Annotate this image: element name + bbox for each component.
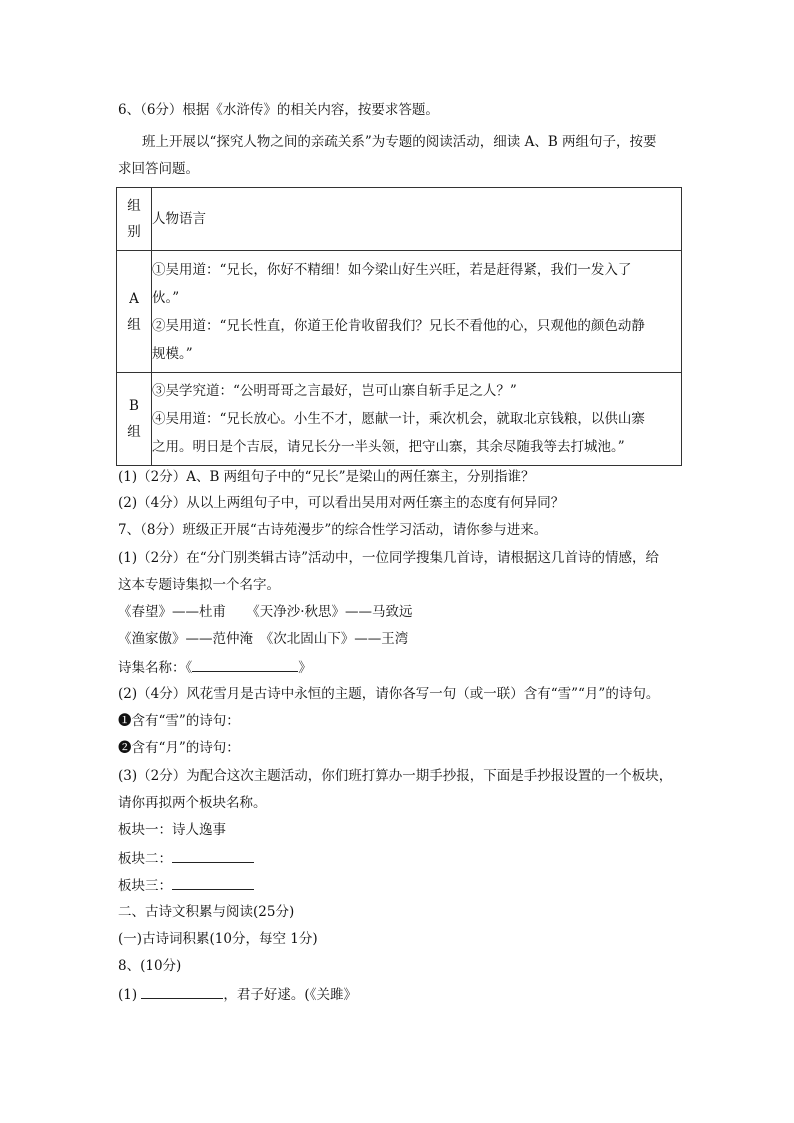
q7-sub2: (2)（4分）风花雪月是古诗中永恒的主题，请你各写一句（或一联）含有“雪”“月”的诗句。: [118, 686, 660, 702]
section2-part1: (一)古诗词积累(10分，每空 1分): [118, 931, 318, 947]
quote-2-line2: 规模。”: [152, 345, 193, 362]
group-a-cell: [117, 251, 152, 373]
group-b-char: 组: [127, 424, 141, 440]
group-a-letter: A: [129, 290, 139, 307]
q7-sub3-line1: (3)（2分）为配合这次主题活动，你们班打算办一期手抄报，下面是手抄报设置的一个板块，: [118, 768, 673, 784]
block-three-blank[interactable]: [172, 875, 254, 890]
q7-sub1-line1: (1)（2分）在“分门别类辑古诗”活动中，一位同学搜集几首诗，请根据这几首诗的情感，给: [118, 550, 660, 566]
collection-name-close: 》: [298, 660, 312, 676]
block-two-label: 板块二：: [118, 851, 172, 867]
collection-name-blank[interactable]: [192, 657, 298, 672]
quote-4-line1: ④吴用道：“兄长放心。小生不才，愿献一计，乘次机会，就取北京钱粮，以供山寨: [152, 411, 645, 427]
q7-sub1-line2: 这本专题诗集拟一个名字。: [118, 577, 280, 593]
q8-item1-number: (1): [118, 987, 138, 1003]
q6-sub1: (1)（2分）A、B 两组句子中的“兄长”是梁山的两任寨主，分别指谁？: [118, 469, 535, 485]
q6-intro-line2: 求回答问题。: [118, 161, 199, 177]
group-b-row: [117, 373, 682, 466]
group-b-letter: B: [129, 398, 139, 414]
header-content-cell: 人物语言: [152, 188, 682, 251]
poem-list-line1: 《春望》——杜甫 《天净沙·秋思》——马致远: [118, 604, 413, 620]
quote-4-line2: 之用。明日是个吉辰，请兄长分一半头领，把守山寨，其余尽随我等去打城池。”: [152, 439, 625, 455]
snow-verse-prompt: ❶含有“雪”的诗句：: [118, 713, 240, 729]
block-one: 板块一：诗人逸事: [118, 822, 226, 838]
q6-title: 6、（6分）根据《水浒传》的相关内容，按要求答题。: [118, 102, 439, 118]
q6-quote-table: [116, 187, 682, 466]
header-group-char1: 组: [127, 198, 141, 214]
block-two-blank[interactable]: [172, 848, 254, 863]
table-header-row: [117, 188, 682, 251]
poem-list-line2: 《渔家傲》——范仲淹 《次北固山下》——王湾: [118, 631, 409, 647]
quote-1-line1: ①吴用道：“兄长，你好不精细！如今梁山好生兴旺，若是赶得紧，我们一发入了: [152, 261, 632, 278]
q6-intro-line1: 班上开展以“探究人物之间的亲疏关系”为专题的阅读活动，细读 A、B 两组句子，按要: [142, 134, 657, 150]
q8-item1-row: [118, 984, 357, 1004]
quote-3: ③吴学究道：“公明哥哥之言最好，岂可山寨自斩手足之人？”: [152, 383, 517, 399]
group-b-cell: [117, 373, 152, 466]
group-a-char: 组: [127, 316, 141, 333]
group-a-quotes: [152, 251, 682, 373]
q7-title: 7、（8分）班级正开展“古诗苑漫步”的综合性学习活动，请你参与进来。: [118, 522, 548, 538]
header-group-char2: 别: [127, 224, 141, 240]
section2-title: 二、古诗文积累与阅读(25分): [118, 904, 295, 920]
q7-sub3-line2: 请你再拟两个板块名称。: [118, 795, 267, 811]
moon-verse-prompt: ❷含有“月”的诗句：: [118, 740, 240, 756]
collection-name-label: 诗集名称：《: [118, 660, 193, 676]
quote-1-line2: 伙。”: [152, 289, 180, 306]
block-three-row: [118, 875, 254, 895]
group-b-quotes: [152, 373, 682, 466]
header-group-cell: [117, 188, 152, 251]
block-two-row: [118, 848, 254, 868]
q8-item1-blank[interactable]: [141, 984, 223, 999]
q8-item1-text: ，君子好逑。(《关雎》: [223, 987, 357, 1003]
q8-title: 8、(10分): [118, 958, 182, 974]
block-three-label: 板块三：: [118, 878, 172, 894]
group-a-row: [117, 251, 682, 373]
collection-name-row: [118, 657, 312, 677]
q6-sub2: (2)（4分）从以上两组句子中，可以看出吴用对两任寨主的态度有何异同？: [118, 495, 565, 511]
quote-2-line1: ②吴用道：“兄长性直，你道王伦肯收留我们？兄长不看他的心，只观他的颜色动静: [152, 317, 645, 334]
